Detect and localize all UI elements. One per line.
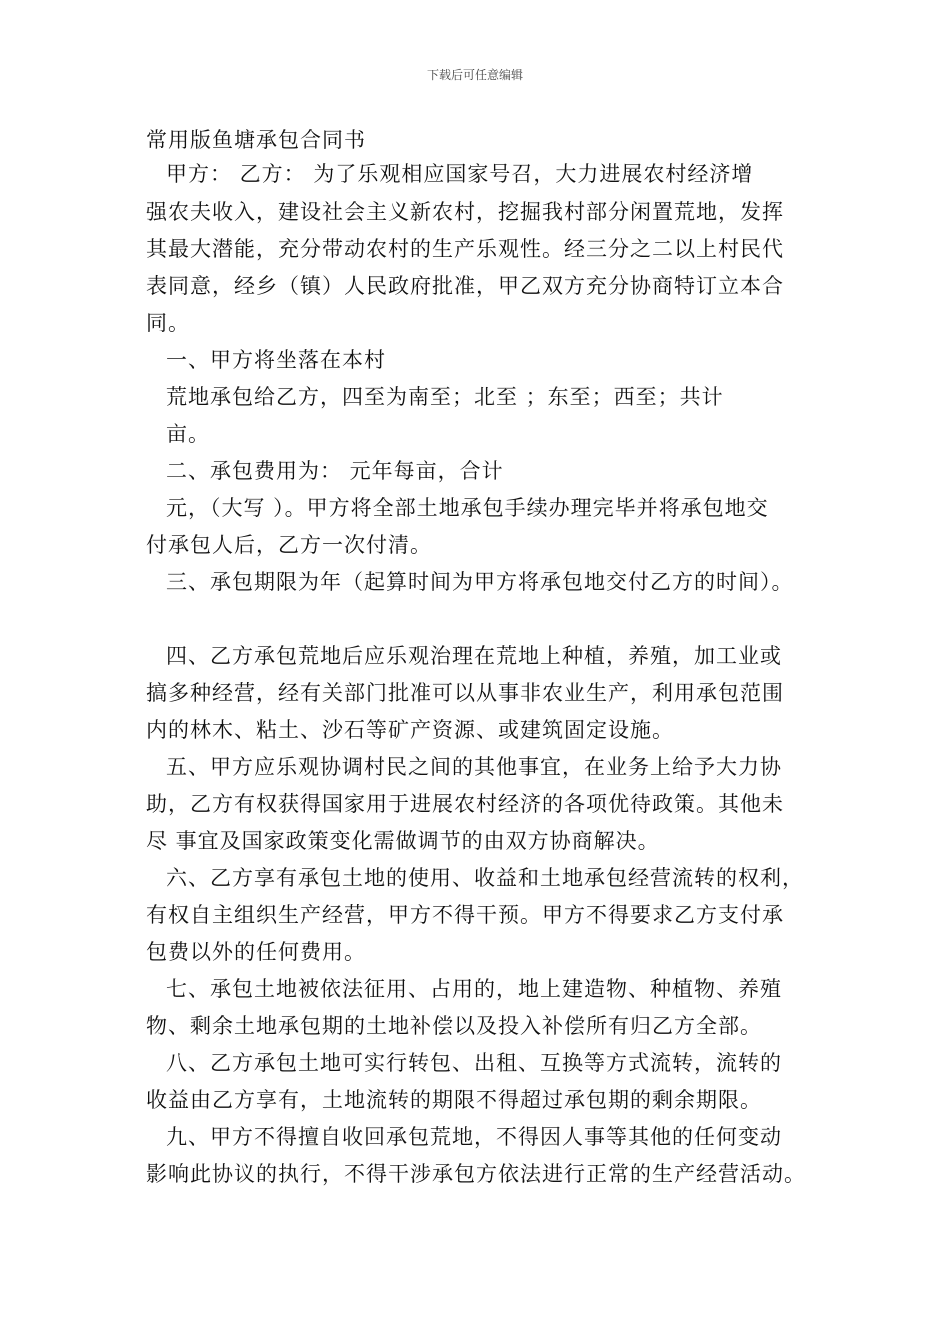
page-header-note: 下载后可任意编辑 xyxy=(426,68,523,82)
clause-7-line: 七、承包土地被依法征用、占用的，地上建造物、种植物、养殖 xyxy=(166,977,782,1001)
clause-9-line: 九、甲方不得擅自收回承包荒地，不得因人事等其他的任何变动 xyxy=(166,1125,782,1149)
clause-5-line: 尽 事宜及国家政策变化需做调节的由双方协商解决。 xyxy=(146,829,660,853)
clause-4-line: 内的林木、粘土、沙石等矿产资源、或建筑固定设施。 xyxy=(146,718,674,742)
paragraph-line: 强农夫收入，建设社会主义新农村，挖掘我村部分闲置荒地，发挥 xyxy=(146,200,784,224)
clause-8-line: 八、乙方承包土地可实行转包、出租、互换等方式流转，流转的 xyxy=(166,1051,782,1075)
clause-7-line: 物、剩余土地承包期的土地补偿以及投入补偿所有归乙方全部。 xyxy=(146,1014,762,1038)
clause-9-line: 影响此协议的执行，不得干涉承包方依法进行正常的生产经营活动。 xyxy=(146,1162,806,1186)
clause-6-line: 包费以外的任何费用。 xyxy=(146,940,366,964)
clause-3-line: 三、承包期限为年（起算时间为甲方将承包地交付乙方的时间）。 xyxy=(166,570,794,594)
paragraph-line: 甲方： 乙方： 为了乐观相应国家号召，大力进展农村经济增 xyxy=(166,162,754,186)
paragraph-line: 表同意，经乡（镇）人民政府批准，甲乙双方充分协商特订立本合 xyxy=(146,274,784,298)
clause-2-line: 元，（大写 ）。甲方将全部土地承包手续办理完毕并将承包地交 xyxy=(166,496,769,520)
clause-6-line: 有权自主组织生产经营，甲方不得干预。甲方不得要求乙方支付承 xyxy=(146,903,784,927)
clause-8-line: 收益由乙方享有，土地流转的期限不得超过承包期的剩余期限。 xyxy=(146,1088,762,1112)
document-title: 常用版鱼塘承包合同书 xyxy=(146,128,366,152)
paragraph-line: 同。 xyxy=(146,311,190,335)
clause-5-line: 五、甲方应乐观协调村民之间的其他事宜，在业务上给予大力协 xyxy=(166,755,782,779)
paragraph-line: 其最大潜能，充分带动农村的生产乐观性。经三分之二以上村民代 xyxy=(146,237,784,261)
clause-4-line: 搞多种经营，经有关部门批准可以从事非农业生产，利用承包范围 xyxy=(146,681,784,705)
clause-1-line: 荒地承包给乙方，四至为南至；北至 ；东至；西至；共计 xyxy=(166,385,724,409)
clause-2-line: 二、承包费用为： 元年每亩，合计 xyxy=(166,459,504,483)
clause-4-line: 四、乙方承包荒地后应乐观治理在荒地上种植，养殖，加工业或 xyxy=(166,644,782,668)
clause-5-line: 助，乙方有权获得国家用于进展农村经济的各项优待政策。其他未 xyxy=(146,792,784,816)
clause-2-line: 付承包人后，乙方一次付清。 xyxy=(146,533,432,557)
clause-6-line: 六、乙方享有承包土地的使用、收益和土地承包经营流转的权利， xyxy=(166,866,804,890)
clause-1-line: 一、甲方将坐落在本村 xyxy=(166,348,386,372)
clause-1-line: 亩。 xyxy=(166,422,210,446)
